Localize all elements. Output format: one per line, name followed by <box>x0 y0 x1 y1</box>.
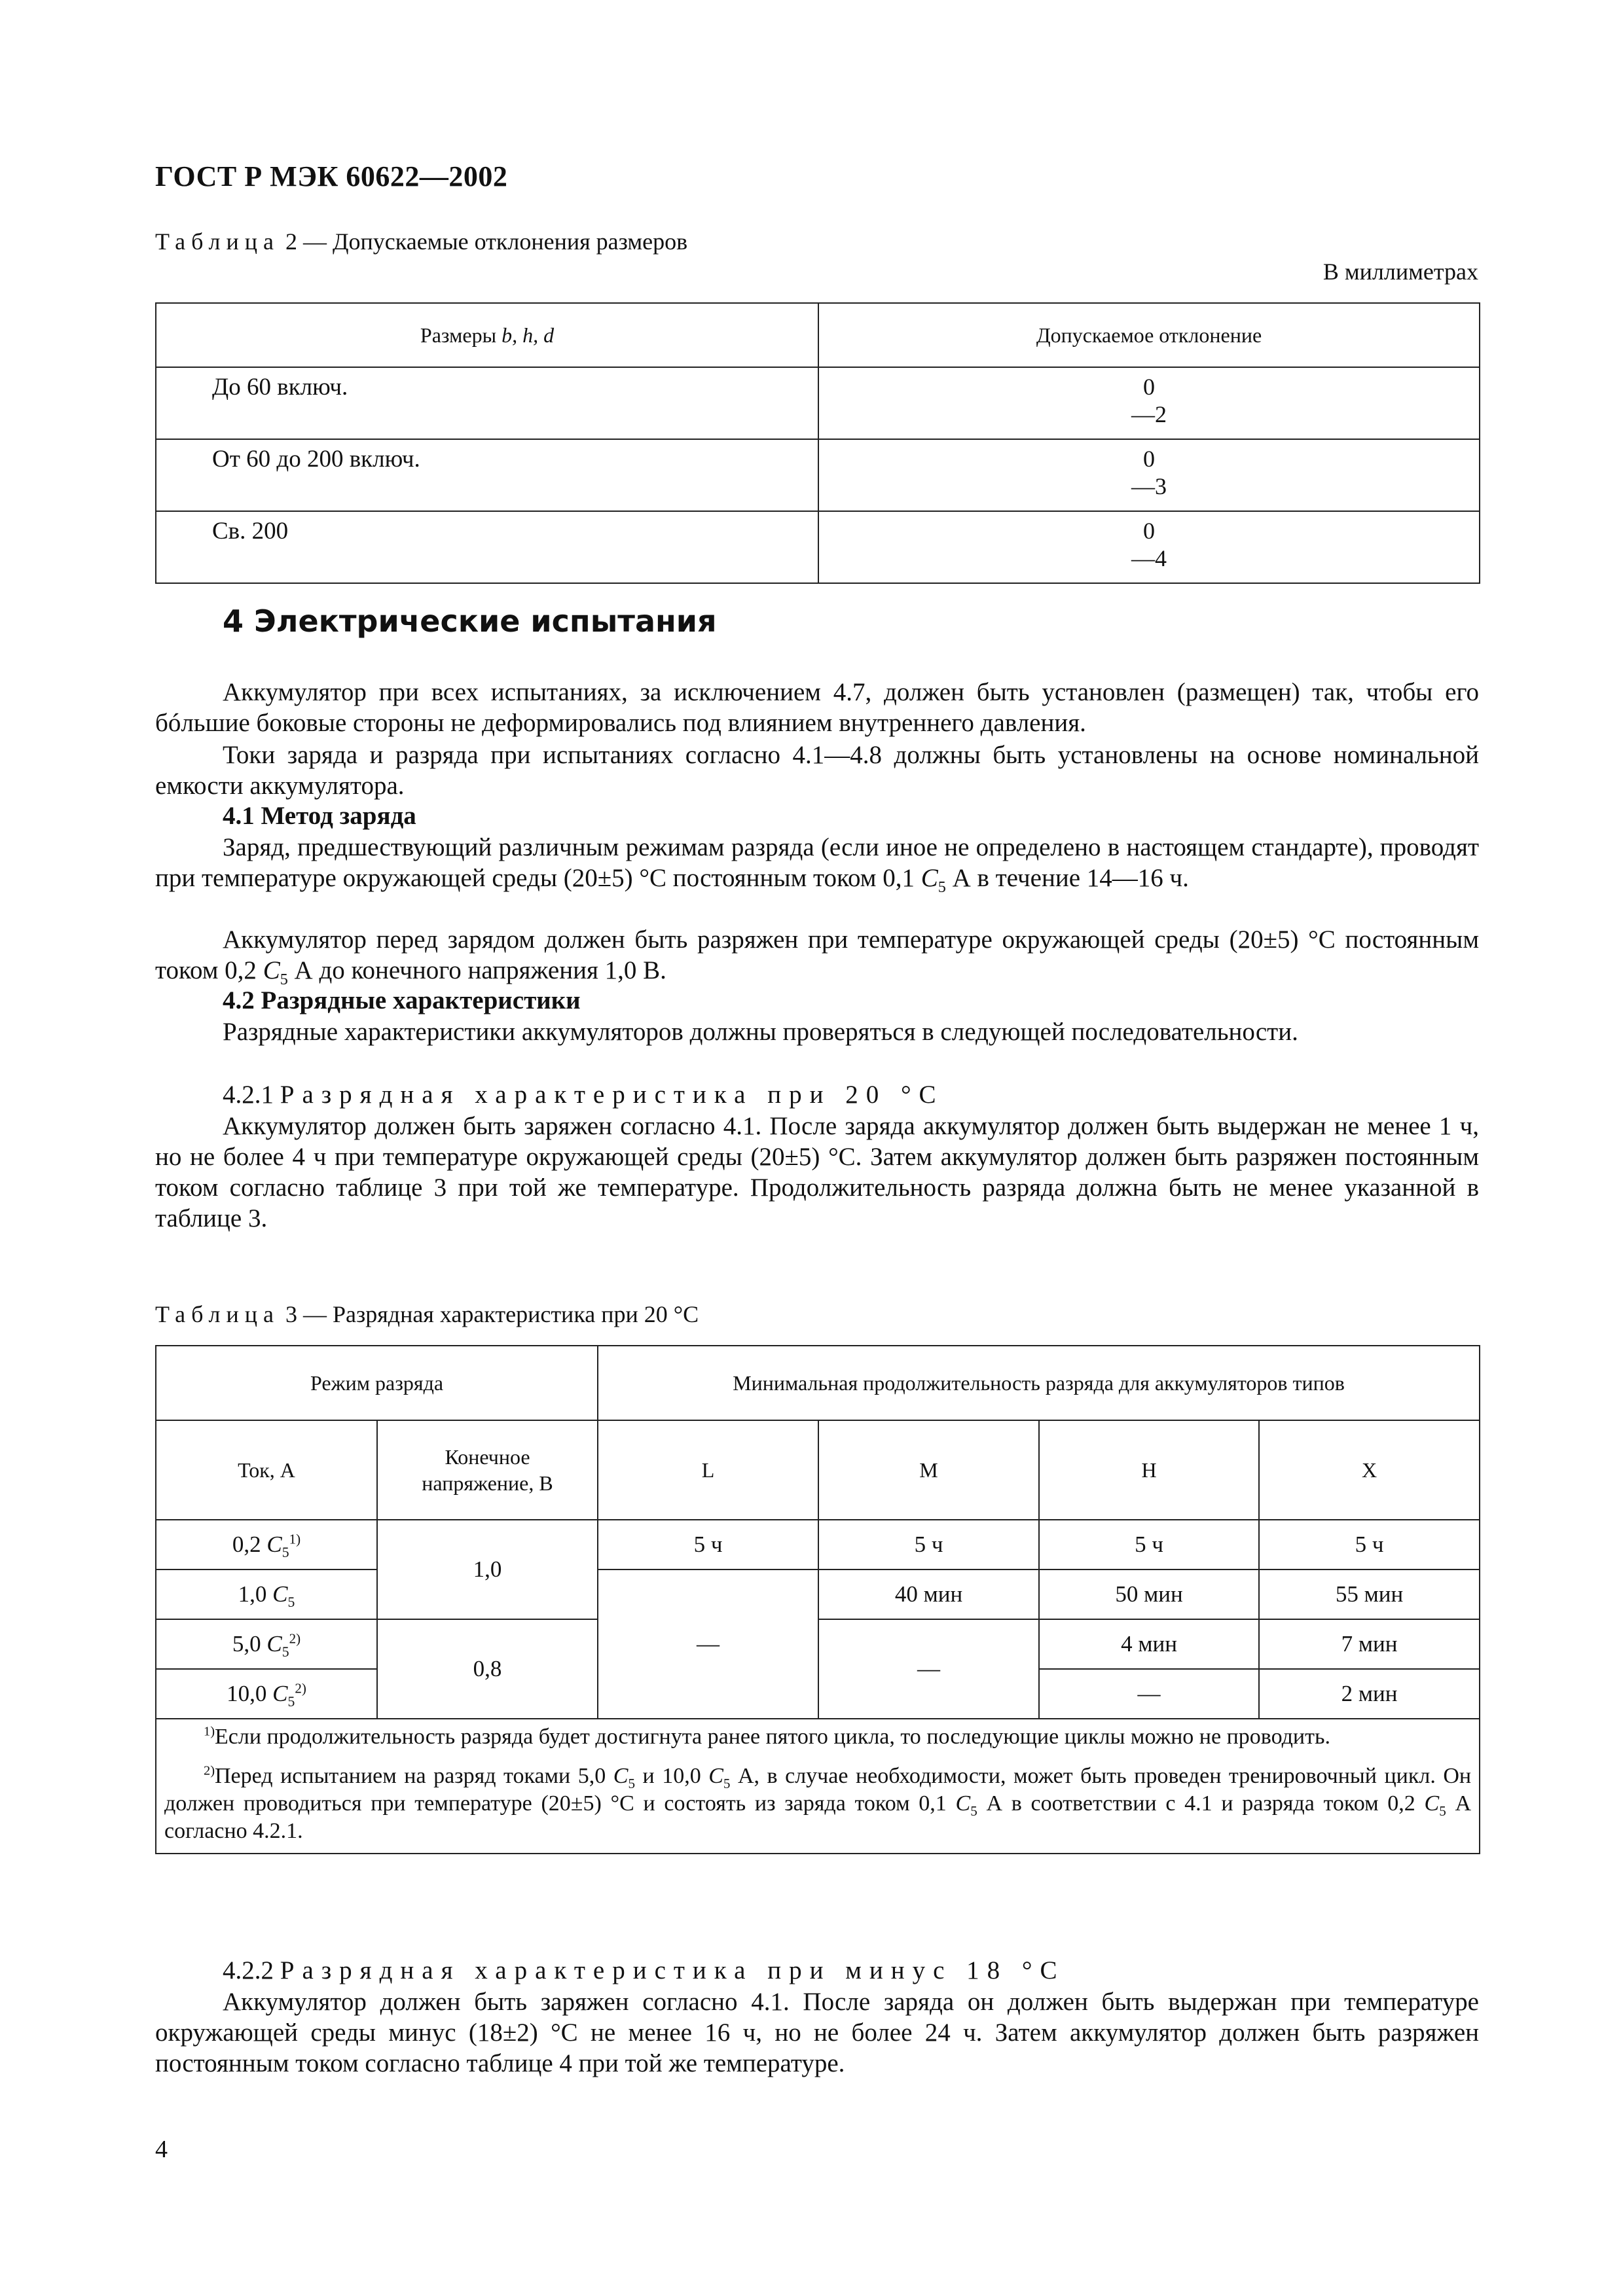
table3-cell-h: 5 ч <box>1039 1520 1259 1570</box>
table3-header-type-m: M <box>818 1420 1039 1520</box>
capacity-subscript: 5 <box>938 878 946 896</box>
table2-unit-note: В миллиметрах <box>1322 259 1478 285</box>
table-row <box>156 367 1480 439</box>
capacity-subscript: 5 <box>287 1594 295 1610</box>
table3-cell-current <box>156 1619 377 1669</box>
table2-cell-size: До 60 включ. <box>156 367 818 439</box>
capacity-subscript: 5 <box>628 1775 635 1791</box>
table3-cell-x: 2 мин <box>1259 1669 1480 1719</box>
table3-cell-current <box>156 1669 377 1719</box>
table2-cell-deviation <box>818 511 1480 583</box>
current-coef: 0,2 <box>232 1532 261 1557</box>
table3-cell-current <box>156 1570 377 1619</box>
table3-header-type-l: L <box>598 1420 818 1520</box>
table3-cell-l-dash: — <box>598 1570 818 1719</box>
deviation-upper: 0 <box>1143 518 1155 544</box>
subsection-heading-4-1: 4.1 Метод заряда <box>223 802 416 830</box>
note-2-text-e: А согласно 4.2.1. <box>164 1791 1472 1843</box>
table3-header-current: Ток, А <box>156 1420 377 1520</box>
table-row <box>156 439 1480 511</box>
capacity-symbol: C <box>921 864 938 892</box>
note-2-text-b: и 10,0 <box>642 1764 701 1788</box>
deviation-lower: —3 <box>1131 473 1167 499</box>
table2-caption-prefix: Таблица <box>155 228 280 255</box>
paragraph-4-text-b: А до конечного напряжения 1,0 В. <box>294 956 666 984</box>
table3-cell-current <box>156 1520 377 1570</box>
table3-header-type-h: H <box>1039 1420 1259 1520</box>
paragraph-3-text-b: А в течение 14—16 ч. <box>952 864 1189 892</box>
table3-cell-voltage: 1,0 <box>377 1520 598 1619</box>
table3-caption-text: 3 — Разрядная характеристика при 20 °С <box>285 1301 699 1327</box>
table3-cell-x: 55 мин <box>1259 1570 1480 1619</box>
note-1-text: Если продолжительность разряда будет достигнута ранее пятого цикла, то последующие циклы можно не проводить. <box>215 1725 1330 1749</box>
table2-col-sizes-label: Размеры <box>420 323 497 347</box>
deviation-lower: —2 <box>1131 401 1167 427</box>
note-2-text-a: Перед испытанием на разряд токами 5,0 <box>215 1764 606 1788</box>
footnote-mark: 2) <box>204 1763 215 1778</box>
table3-caption-prefix: Таблица <box>155 1301 280 1327</box>
table3-notes-row <box>156 1719 1480 1854</box>
current-coef: 5,0 <box>232 1631 261 1657</box>
table3-note-1 <box>164 1723 1471 1751</box>
table2-cell-deviation <box>818 367 1480 439</box>
capacity-symbol: C <box>266 1532 282 1557</box>
table2-col-deviation: Допускаемое отклонение <box>818 303 1480 367</box>
note-2-text-c: А, в случае необходимости, может быть проведен тренировочный цикл. Он должен проводиться при температуре (20±5) °С и состоять из заряда током 0,1 <box>164 1764 1472 1816</box>
capacity-subscript: 5 <box>287 1694 295 1710</box>
footnote-mark: 2) <box>295 1680 306 1696</box>
voltage-header-line2: напряжение, В <box>422 1471 553 1495</box>
table3-cell-m: 40 мин <box>818 1570 1039 1619</box>
table3-cell-voltage: 0,8 <box>377 1619 598 1719</box>
paragraph-4 <box>155 924 1479 986</box>
table2-cell-size: От 60 до 200 включ. <box>156 439 818 511</box>
table2-cell-deviation <box>818 439 1480 511</box>
table2-caption-text: 2 — Допускаемые отклонения размеров <box>285 228 688 255</box>
table-row <box>156 1520 1480 1570</box>
footnote-mark: 1) <box>204 1724 215 1739</box>
table2-caption <box>155 228 687 255</box>
paragraph-3 <box>155 832 1479 896</box>
subsection-number: 4.2.1 <box>223 1081 274 1109</box>
table3-cell-m-dash: — <box>818 1619 1039 1719</box>
table3-header-mode: Режим разряда <box>156 1346 598 1420</box>
subsection-title: Разрядная характеристика при минус 18 °С <box>280 1956 1065 1984</box>
voltage-header-line1: Конечное <box>445 1445 530 1469</box>
table3 <box>155 1345 1480 1854</box>
paragraph-7: Аккумулятор должен быть заряжен согласно 4.1. После заряда он должен быть выдержан при температуре окружающей среды минус (18±2) °С не менее 16 ч, но не более 24 ч. Затем аккумулятор должен быть разряжен постоянным током согласно таблице 4 при той же температуре. <box>155 1988 1479 2077</box>
table3-cell-l: 5 ч <box>598 1520 818 1570</box>
paragraph-2: Токи заряда и разряда при испытаниях согласно 4.1—4.8 должны быть установлены на основе номинальной емкости аккумулятора. <box>155 741 1479 800</box>
table3-header-type-x: X <box>1259 1420 1480 1520</box>
subsection-number: 4.2.2 <box>223 1956 274 1984</box>
capacity-symbol: C <box>708 1764 723 1788</box>
subsection-heading-4-2: 4.2 Разрядные характеристики <box>223 986 581 1014</box>
footnote-mark: 2) <box>289 1630 301 1647</box>
table2-col-sizes <box>156 303 818 367</box>
table3-header-row-1 <box>156 1346 1480 1420</box>
subsection-heading-4-2-1 <box>223 1080 944 1109</box>
current-coef: 10,0 <box>227 1681 267 1706</box>
paragraph-4-text-a: Аккумулятор перед зарядом должен быть разряжен при температуре окружающей среды (20±5) °С постоянным током 0,2 <box>155 925 1479 984</box>
page-number: 4 <box>155 2136 168 2163</box>
paragraph-5: Разрядные характеристики аккумуляторов должны проверяться в следующей последовательности. <box>223 1018 1298 1046</box>
document-header: ГОСТ Р МЭК 60622—2002 <box>155 160 508 192</box>
capacity-symbol: C <box>266 1631 282 1657</box>
table2-col-sizes-vars: b, h, d <box>501 323 555 347</box>
paragraph-3-text-a: Заряд, предшествующий различным режимам разряда (если иное не определено в настоящем стандарте), проводят при температуре окружающей среды (20±5) °С постоянным током 0,1 <box>155 833 1479 892</box>
capacity-symbol: C <box>955 1791 971 1816</box>
capacity-subscript: 5 <box>723 1775 731 1791</box>
capacity-subscript: 5 <box>1439 1803 1446 1819</box>
deviation-lower: —4 <box>1131 545 1167 571</box>
capacity-subscript: 5 <box>280 970 288 988</box>
capacity-symbol: C <box>1424 1791 1440 1816</box>
table3-cell-h: 50 мин <box>1039 1570 1259 1619</box>
capacity-symbol: C <box>613 1764 629 1788</box>
table3-header-row-2 <box>156 1420 1480 1520</box>
table2-header-row <box>156 303 1480 367</box>
capacity-subscript: 5 <box>970 1803 977 1819</box>
note-2-text-d: А в соответствии с 4.1 и разряда током 0,2 <box>986 1791 1415 1816</box>
table2-cell-size: Св. 200 <box>156 511 818 583</box>
table2 <box>155 302 1480 584</box>
table3-cell-h: 4 мин <box>1039 1619 1259 1669</box>
capacity-symbol: C <box>263 956 280 984</box>
capacity-symbol: C <box>272 1581 288 1607</box>
capacity-subscript: 5 <box>282 1644 289 1660</box>
deviation-upper: 0 <box>1143 374 1155 400</box>
footnote-mark: 1) <box>289 1531 301 1547</box>
table3-cell-h: — <box>1039 1669 1259 1719</box>
deviation-upper: 0 <box>1143 446 1155 472</box>
capacity-subscript: 5 <box>282 1545 289 1560</box>
table3-cell-x: 7 мин <box>1259 1619 1480 1669</box>
current-coef: 1,0 <box>238 1581 267 1607</box>
table3-notes <box>156 1719 1480 1854</box>
section-heading: 4 Электрические испытания <box>223 603 717 639</box>
subsection-heading-4-2-2 <box>223 1956 1065 1985</box>
table3-header-min-duration: Минимальная продолжительность разряда для аккумуляторов типов <box>598 1346 1480 1420</box>
capacity-symbol: C <box>272 1681 288 1706</box>
table-row <box>156 511 1480 583</box>
paragraph-6: Аккумулятор должен быть заряжен согласно 4.1. После заряда аккумулятор должен быть выдержан не менее 1 ч, но не более 4 ч при температуре окружающей среды (20±5) °С. Затем аккумулятор должен быть разряжен постоянным током согласно таблице 3 при той же температуре. Продолжительность разряда должна быть не менее указанной в таблице 3. <box>155 1112 1479 1232</box>
table3-note-2 <box>164 1763 1471 1845</box>
paragraph-1: Аккумулятор при всех испытаниях, за исключением 4.7, должен быть установлен (размещен) так, чтобы его бóльшие боковые стороны не деформировались под влиянием внутреннего давления. <box>155 678 1479 737</box>
table3-caption <box>155 1300 699 1328</box>
table3-header-voltage <box>377 1420 598 1520</box>
table3-cell-m: 5 ч <box>818 1520 1039 1570</box>
table3-cell-x: 5 ч <box>1259 1520 1480 1570</box>
table-row <box>156 1570 1480 1619</box>
subsection-title: Разрядная характеристика при 20 °С <box>280 1081 944 1109</box>
